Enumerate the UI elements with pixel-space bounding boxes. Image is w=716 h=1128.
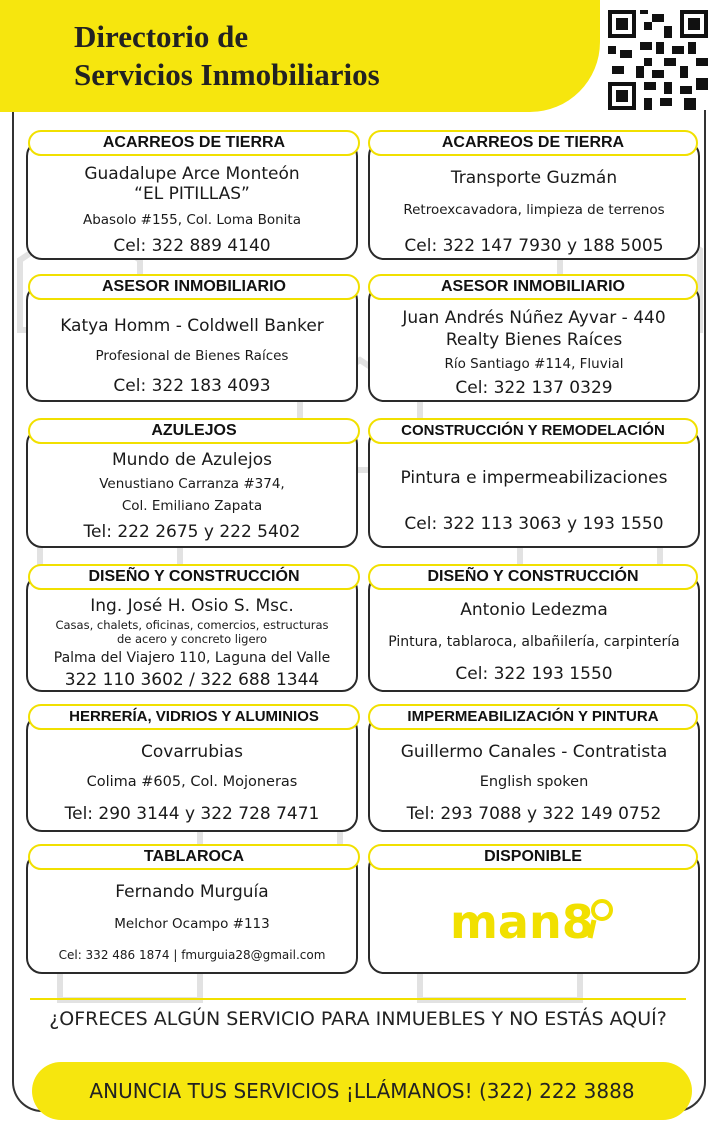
title-line-2: Servicios Inmobiliarios: [74, 57, 380, 92]
card-construccion: [368, 428, 700, 548]
card-company: Realty Bienes Raíces: [445, 330, 623, 350]
card-phone[interactable]: Cel: 322 137 0329: [455, 378, 613, 398]
category-label: HERRERÍA, VIDRIOS Y ALUMINIOS: [28, 704, 360, 730]
divider: [30, 998, 686, 1000]
cta-banner[interactable]: ANUNCIA TUS SERVICIOS ¡LLÁMANOS! (322) 222 3888: [32, 1062, 692, 1120]
footer-question: ¿OFRECES ALGÚN SERVICIO PARA INMUEBLES Y NO ESTÁS AQUÍ?: [49, 1008, 667, 1030]
title-line-1: Directorio de: [74, 19, 249, 54]
card-asesor-2: [368, 284, 700, 402]
category-label: AZULEJOS: [28, 418, 360, 444]
card-address-2: Col. Emiliano Zapata: [121, 498, 263, 514]
card-address: Melchor Ocampo #113: [114, 916, 270, 932]
category-label: DISEÑO Y CONSTRUCCIÓN: [28, 564, 360, 590]
card-name: Guillermo Canales - Contratista: [400, 742, 668, 762]
card-name: Katya Homm - Coldwell Banker: [60, 316, 324, 336]
card-name: Transporte Guzmán: [450, 168, 618, 188]
card-description-2: de acero y concreto ligero: [116, 632, 268, 646]
card-description: Profesional de Bienes Raíces: [95, 348, 289, 364]
card-acarreos-2: [368, 140, 700, 260]
category-label: ACARREOS DE TIERRA: [28, 130, 360, 156]
category-label: IMPERMEABILIZACIÓN Y PINTURA: [368, 704, 698, 730]
card-description: Pintura, tablaroca, albañilería, carpintería: [388, 634, 680, 650]
card-address: Abasolo #155, Col. Loma Bonita: [82, 212, 301, 228]
card-description: Pintura e impermeabilizaciones: [400, 468, 668, 488]
card-address: Río Santiago #114, Fluvial: [444, 356, 624, 372]
card-name: Mundo de Azulejos: [112, 450, 272, 470]
card-address: Palma del Viajero 110, Laguna del Valle: [53, 650, 331, 666]
card-azulejos: [26, 428, 358, 548]
card-acarreos-1: [26, 140, 358, 260]
card-asesor-1: [26, 284, 358, 402]
logo-text: man8: [450, 895, 594, 946]
card-herreria: [26, 714, 358, 832]
card-alias: “EL PITILLAS”: [134, 184, 250, 204]
category-label: ACARREOS DE TIERRA: [368, 130, 698, 156]
card-name: Fernando Murguía: [115, 882, 269, 902]
card-address: Venustiano Carranza #374,: [99, 476, 285, 492]
category-label: TABLAROCA: [28, 844, 360, 870]
man8-logo: [370, 894, 698, 950]
card-name: Guadalupe Arce Monteón: [84, 164, 300, 184]
card-name: Antonio Ledezma: [460, 600, 608, 620]
category-label: ASESOR INMOBILIARIO: [28, 274, 360, 300]
card-phone[interactable]: 322 110 3602 / 322 688 1344: [64, 670, 320, 690]
card-contact[interactable]: Cel: 332 486 1874 | fmurguia28@gmail.com: [58, 948, 326, 962]
card-name: Ing. José H. Osio S. Msc.: [90, 596, 294, 616]
card-phone[interactable]: Cel: 322 147 7930 y 188 5005: [404, 236, 664, 256]
card-phone[interactable]: Tel: 293 7088 y 322 149 0752: [406, 804, 662, 824]
card-diseno-1: [26, 574, 358, 692]
card-phone[interactable]: Cel: 322 113 3063 y 193 1550: [404, 514, 664, 534]
card-description: Retroexcavadora, limpieza de terrenos: [403, 202, 665, 218]
category-label: CONSTRUCCIÓN Y REMODELACIÓN: [368, 418, 698, 444]
category-label: ASESOR INMOBILIARIO: [368, 274, 698, 300]
card-impermeabilizacion: [368, 714, 700, 832]
card-phone[interactable]: Cel: 322 183 4093: [113, 376, 271, 396]
category-label: DISEÑO Y CONSTRUCCIÓN: [368, 564, 698, 590]
card-description: Casas, chalets, oficinas, comercios, estructuras: [55, 618, 329, 632]
card-diseno-2: [368, 574, 700, 692]
card-name: Covarrubias: [141, 742, 243, 762]
card-tablaroca: [26, 852, 358, 974]
card-phone[interactable]: Cel: 322 889 4140: [113, 236, 271, 256]
card-disponible[interactable]: [368, 852, 700, 974]
page-title: [74, 18, 380, 94]
card-phone[interactable]: Tel: 290 3144 y 322 728 7471: [64, 804, 320, 824]
card-description: English spoken: [479, 774, 589, 790]
qr-code-icon[interactable]: [606, 10, 710, 110]
category-label: DISPONIBLE: [368, 844, 698, 870]
logo-graphic: [444, 894, 624, 946]
card-address: Colima #605, Col. Mojoneras: [86, 774, 298, 790]
card-phone[interactable]: Tel: 222 2675 y 222 5402: [83, 522, 301, 542]
card-phone[interactable]: Cel: 322 193 1550: [455, 664, 613, 684]
card-name: Juan Andrés Núñez Ayvar - 440: [402, 308, 666, 328]
